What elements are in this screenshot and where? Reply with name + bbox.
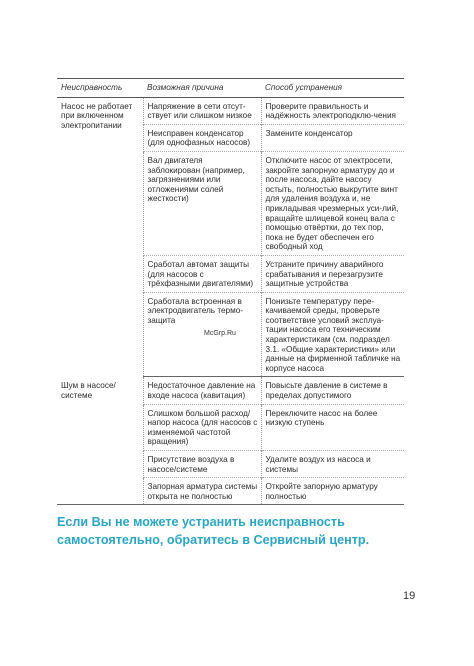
cause-cell: Присутствие воздуха в насосе/системе	[143, 451, 261, 478]
watermark: McGrp.Ru	[204, 330, 236, 337]
cause-cell: Напряжение в сети отсут-ствует или слишком низкое	[143, 97, 261, 124]
problem-cell: Шум в насосе/ системе	[57, 377, 143, 505]
table-row	[57, 377, 404, 404]
fix-cell: Понизьте температуру пере-качиваемой среды, проверьте соответствие условий эксплуа-тации насоса его техническим характеристикам (см. подраздел 3.1. «Общие характеристики» или данные на фирменной табличке на корпусе насоса	[261, 292, 404, 377]
fix-cell: Устраните причину аварийного срабатывания и перезагрузите защитные устройства	[261, 255, 404, 292]
header-fix: Способ устранения	[261, 79, 404, 98]
fix-cell: Повысьте давление в системе в пределах допустимого	[261, 377, 404, 404]
cause-cell: Вал двигателя заблокирован (например, загрязнениями или отложениями солей жесткости)	[143, 151, 261, 255]
fix-cell: Переключите насос на более низкую ступень	[261, 404, 404, 450]
cause-cell: Сработал автомат защиты (для насосов с трёхфазными двигателями)	[143, 255, 261, 292]
cause-cell: Неисправен конденсатор (для однофазных насосов)	[143, 124, 261, 151]
header-cause: Возможная причина	[143, 79, 261, 98]
problem-cell: Насос не работает при включенном электропитании	[61, 101, 133, 130]
cause-cell: Сработала встроенная в электродвигатель термо-защита	[143, 292, 261, 377]
troubleshooting-table	[57, 78, 404, 505]
fix-cell: Откройте запорную арматуру полностью	[261, 478, 404, 505]
table-header-row	[57, 79, 404, 98]
fix-cell: Проверите правильность и надёжность электроподклю-чения	[261, 97, 404, 124]
fix-cell: Отключите насос от электросети, закройте запорную арматуру до и после насоса, дайте насосу остыть, полностью выкрутите винт для удаления воздуха и, не прикладывая чрезмерных уси-лий, вращайте шлицевой конец вала с помощью отвёртки, до тех пор, пока не будет обеспечен его свободный ход	[261, 151, 404, 255]
page-number: 19	[403, 590, 416, 602]
cause-cell: Запорная арматура системы открыта не полностью	[143, 478, 261, 505]
table-row	[57, 97, 404, 124]
service-center-note: Если Вы не можете устранить неисправность самостоятельно, обратитесь в Сервисный центр.	[57, 515, 370, 547]
fix-cell: Замените конденсатор	[261, 124, 404, 151]
fix-cell: Удалите воздух из насоса и системы	[261, 451, 404, 478]
cause-cell: Недостаточное давление на входе насоса (кавитация)	[143, 377, 261, 404]
header-problem: Неисправность	[57, 79, 143, 98]
cause-cell: Слишком большой расход/ напор насоса (для насосов с изменяемой частотой вращения)	[143, 404, 261, 450]
